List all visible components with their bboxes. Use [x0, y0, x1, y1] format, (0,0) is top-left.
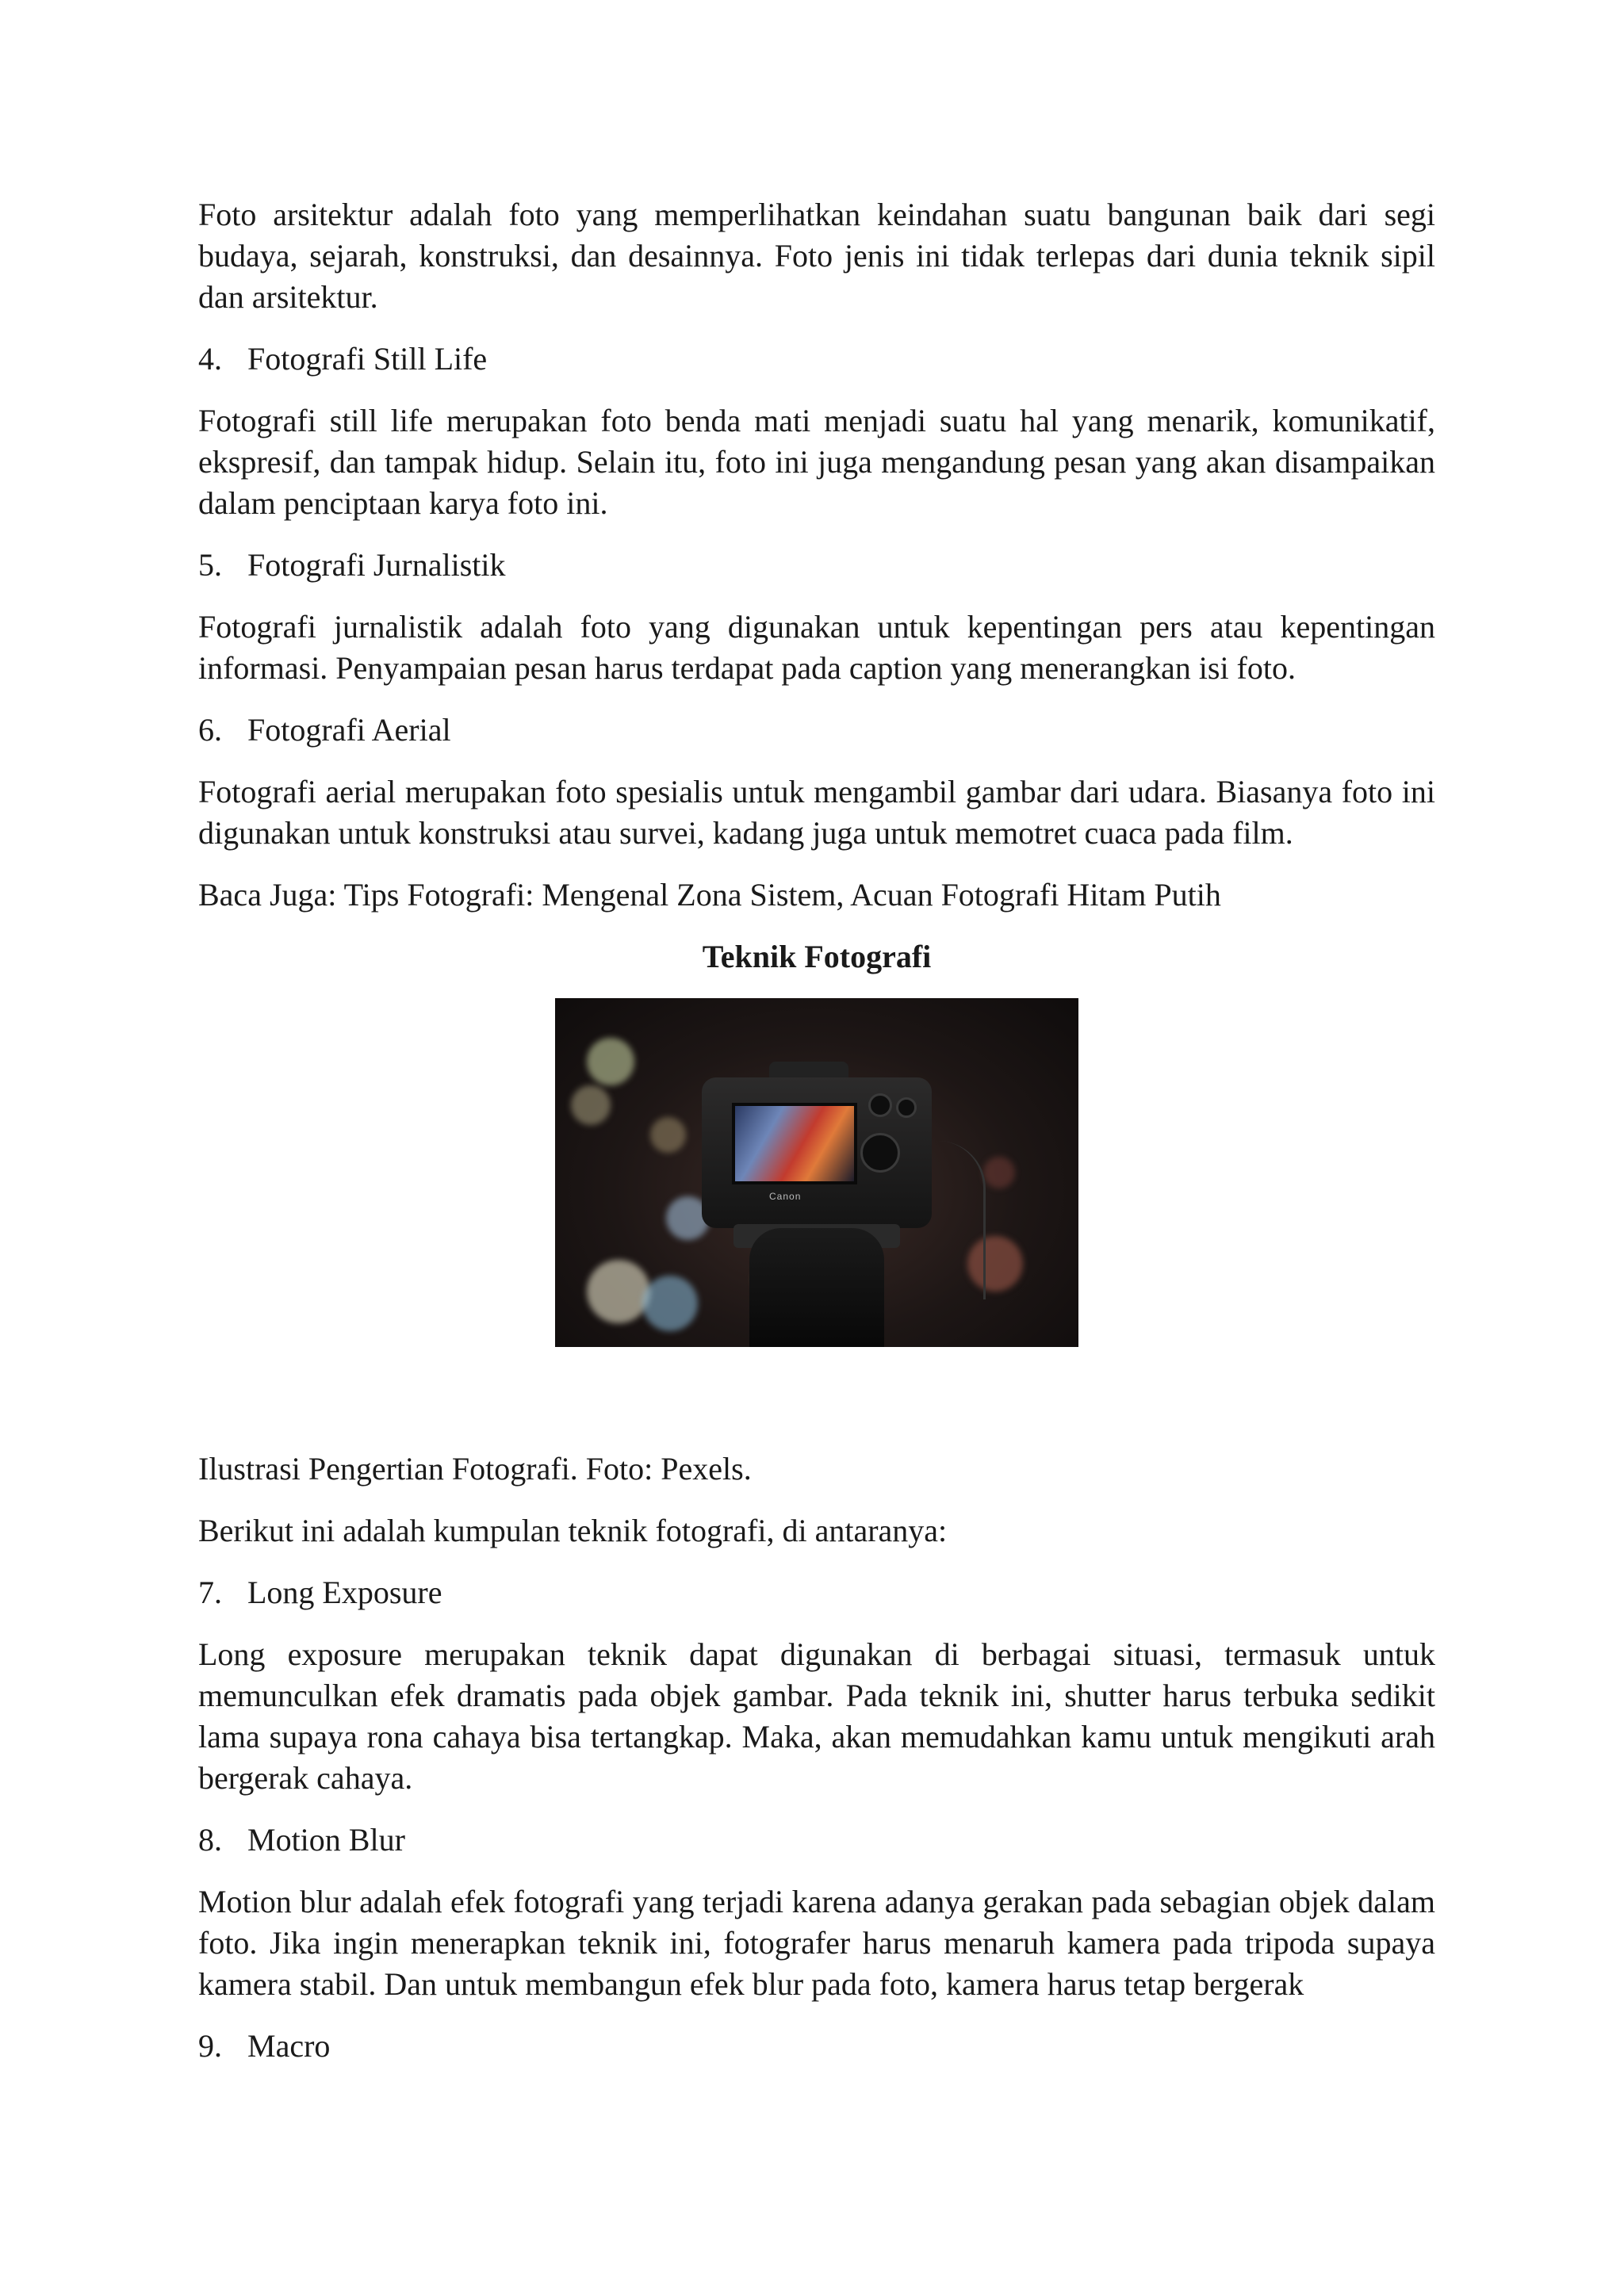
camera-body — [702, 1077, 932, 1228]
bokeh-light — [571, 1085, 611, 1125]
list-number: 4. — [198, 341, 222, 377]
list-label: Motion Blur — [247, 1822, 405, 1858]
camera-button — [896, 1097, 917, 1118]
paragraph-motion-blur: Motion blur adalah efek fotografi yang terjadi karena adanya gerakan pada sebagian objek dalam foto. Jika ingin menerapkan teknik ini, fotografer harus menaruh kamera pada tripoda supaya kamera stabil. Dan untuk membangun efek blur pada foto, kamera harus tetap bergerak — [198, 1884, 1435, 2002]
bokeh-light — [650, 1117, 686, 1153]
section-heading: Teknik Fotografi — [702, 939, 932, 974]
paragraph-aerial: Fotografi aerial merupakan foto spesialis untuk mengambil gambar dari udara. Biasanya foto ini digunakan untuk konstruksi atau survei, kadang juga untuk memotret cuaca pada film. — [198, 774, 1435, 851]
list-number: 5. — [198, 547, 222, 583]
camera-dial — [860, 1133, 900, 1173]
list-item-long-exposure — [198, 1572, 1435, 1613]
list-label: Long Exposure — [247, 1575, 442, 1610]
bokeh-light — [642, 1276, 698, 1331]
document-body — [198, 194, 1435, 2087]
bokeh-light — [587, 1260, 650, 1323]
list-label: Fotografi Still Life — [247, 341, 488, 377]
paragraph-intro-teknik: Berikut ini adalah kumpulan teknik fotografi, di antaranya: — [198, 1513, 948, 1548]
list-item-jurnalistik — [198, 545, 1435, 586]
list-number: 7. — [198, 1575, 222, 1610]
list-item-still-life — [198, 339, 1435, 380]
camera-screen — [732, 1103, 857, 1184]
camera-brand-label: Canon — [769, 1191, 802, 1202]
list-number: 8. — [198, 1822, 222, 1858]
list-number: 9. — [198, 2028, 222, 2064]
list-label: Fotografi Jurnalistik — [247, 547, 506, 583]
list-label: Macro — [247, 2028, 331, 2064]
list-item-motion-blur — [198, 1820, 1435, 1861]
list-item-macro — [198, 2026, 1435, 2067]
camera-photo — [555, 998, 1078, 1347]
list-item-aerial — [198, 710, 1435, 751]
bokeh-light — [983, 1157, 1015, 1188]
paragraph-arsitektur: Foto arsitektur adalah foto yang memperlihatkan keindahan suatu bangunan baik dari segi budaya, sejarah, konstruksi, dan desainnya. Foto jenis ini tidak terlepas dari dunia teknik sipil dan arsitektur. — [198, 197, 1435, 315]
figure-caption: Ilustrasi Pengertian Fotografi. Foto: Pexels. — [198, 1451, 752, 1487]
paragraph-still-life: Fotografi still life merupakan foto benda mati menjadi suatu hal yang menarik, komunikatif, ekspresif, dan tampak hidup. Selain itu, foto ini juga mengandung pesan yang akan disampaikan dalam penciptaan karya foto ini. — [198, 403, 1435, 521]
bokeh-light — [587, 1038, 634, 1085]
tripod-head — [749, 1228, 884, 1347]
paragraph-jurnalistik: Fotografi jurnalistik adalah foto yang digunakan untuk kepentingan pers atau kepentingan informasi. Penyampaian pesan harus terdapat pada caption yang menerangkan isi foto. — [198, 609, 1435, 686]
camera-button — [868, 1093, 892, 1117]
list-number: 6. — [198, 712, 222, 748]
list-label: Fotografi Aerial — [247, 712, 451, 748]
baca-juga-link[interactable]: Baca Juga: Tips Fotografi: Mengenal Zona Sistem, Acuan Fotografi Hitam Putih — [198, 877, 1221, 913]
paragraph-long-exposure: Long exposure merupakan teknik dapat digunakan di berbagai situasi, termasuk untuk memunculkan efek dramatis pada objek gambar. Pada teknik ini, shutter harus terbuka sedikit lama supaya rona cahaya bisa tertangkap. Maka, akan memudahkan kamu untuk mengikuti arah bergerak cahaya. — [198, 1636, 1435, 1796]
figure — [198, 998, 1435, 1347]
